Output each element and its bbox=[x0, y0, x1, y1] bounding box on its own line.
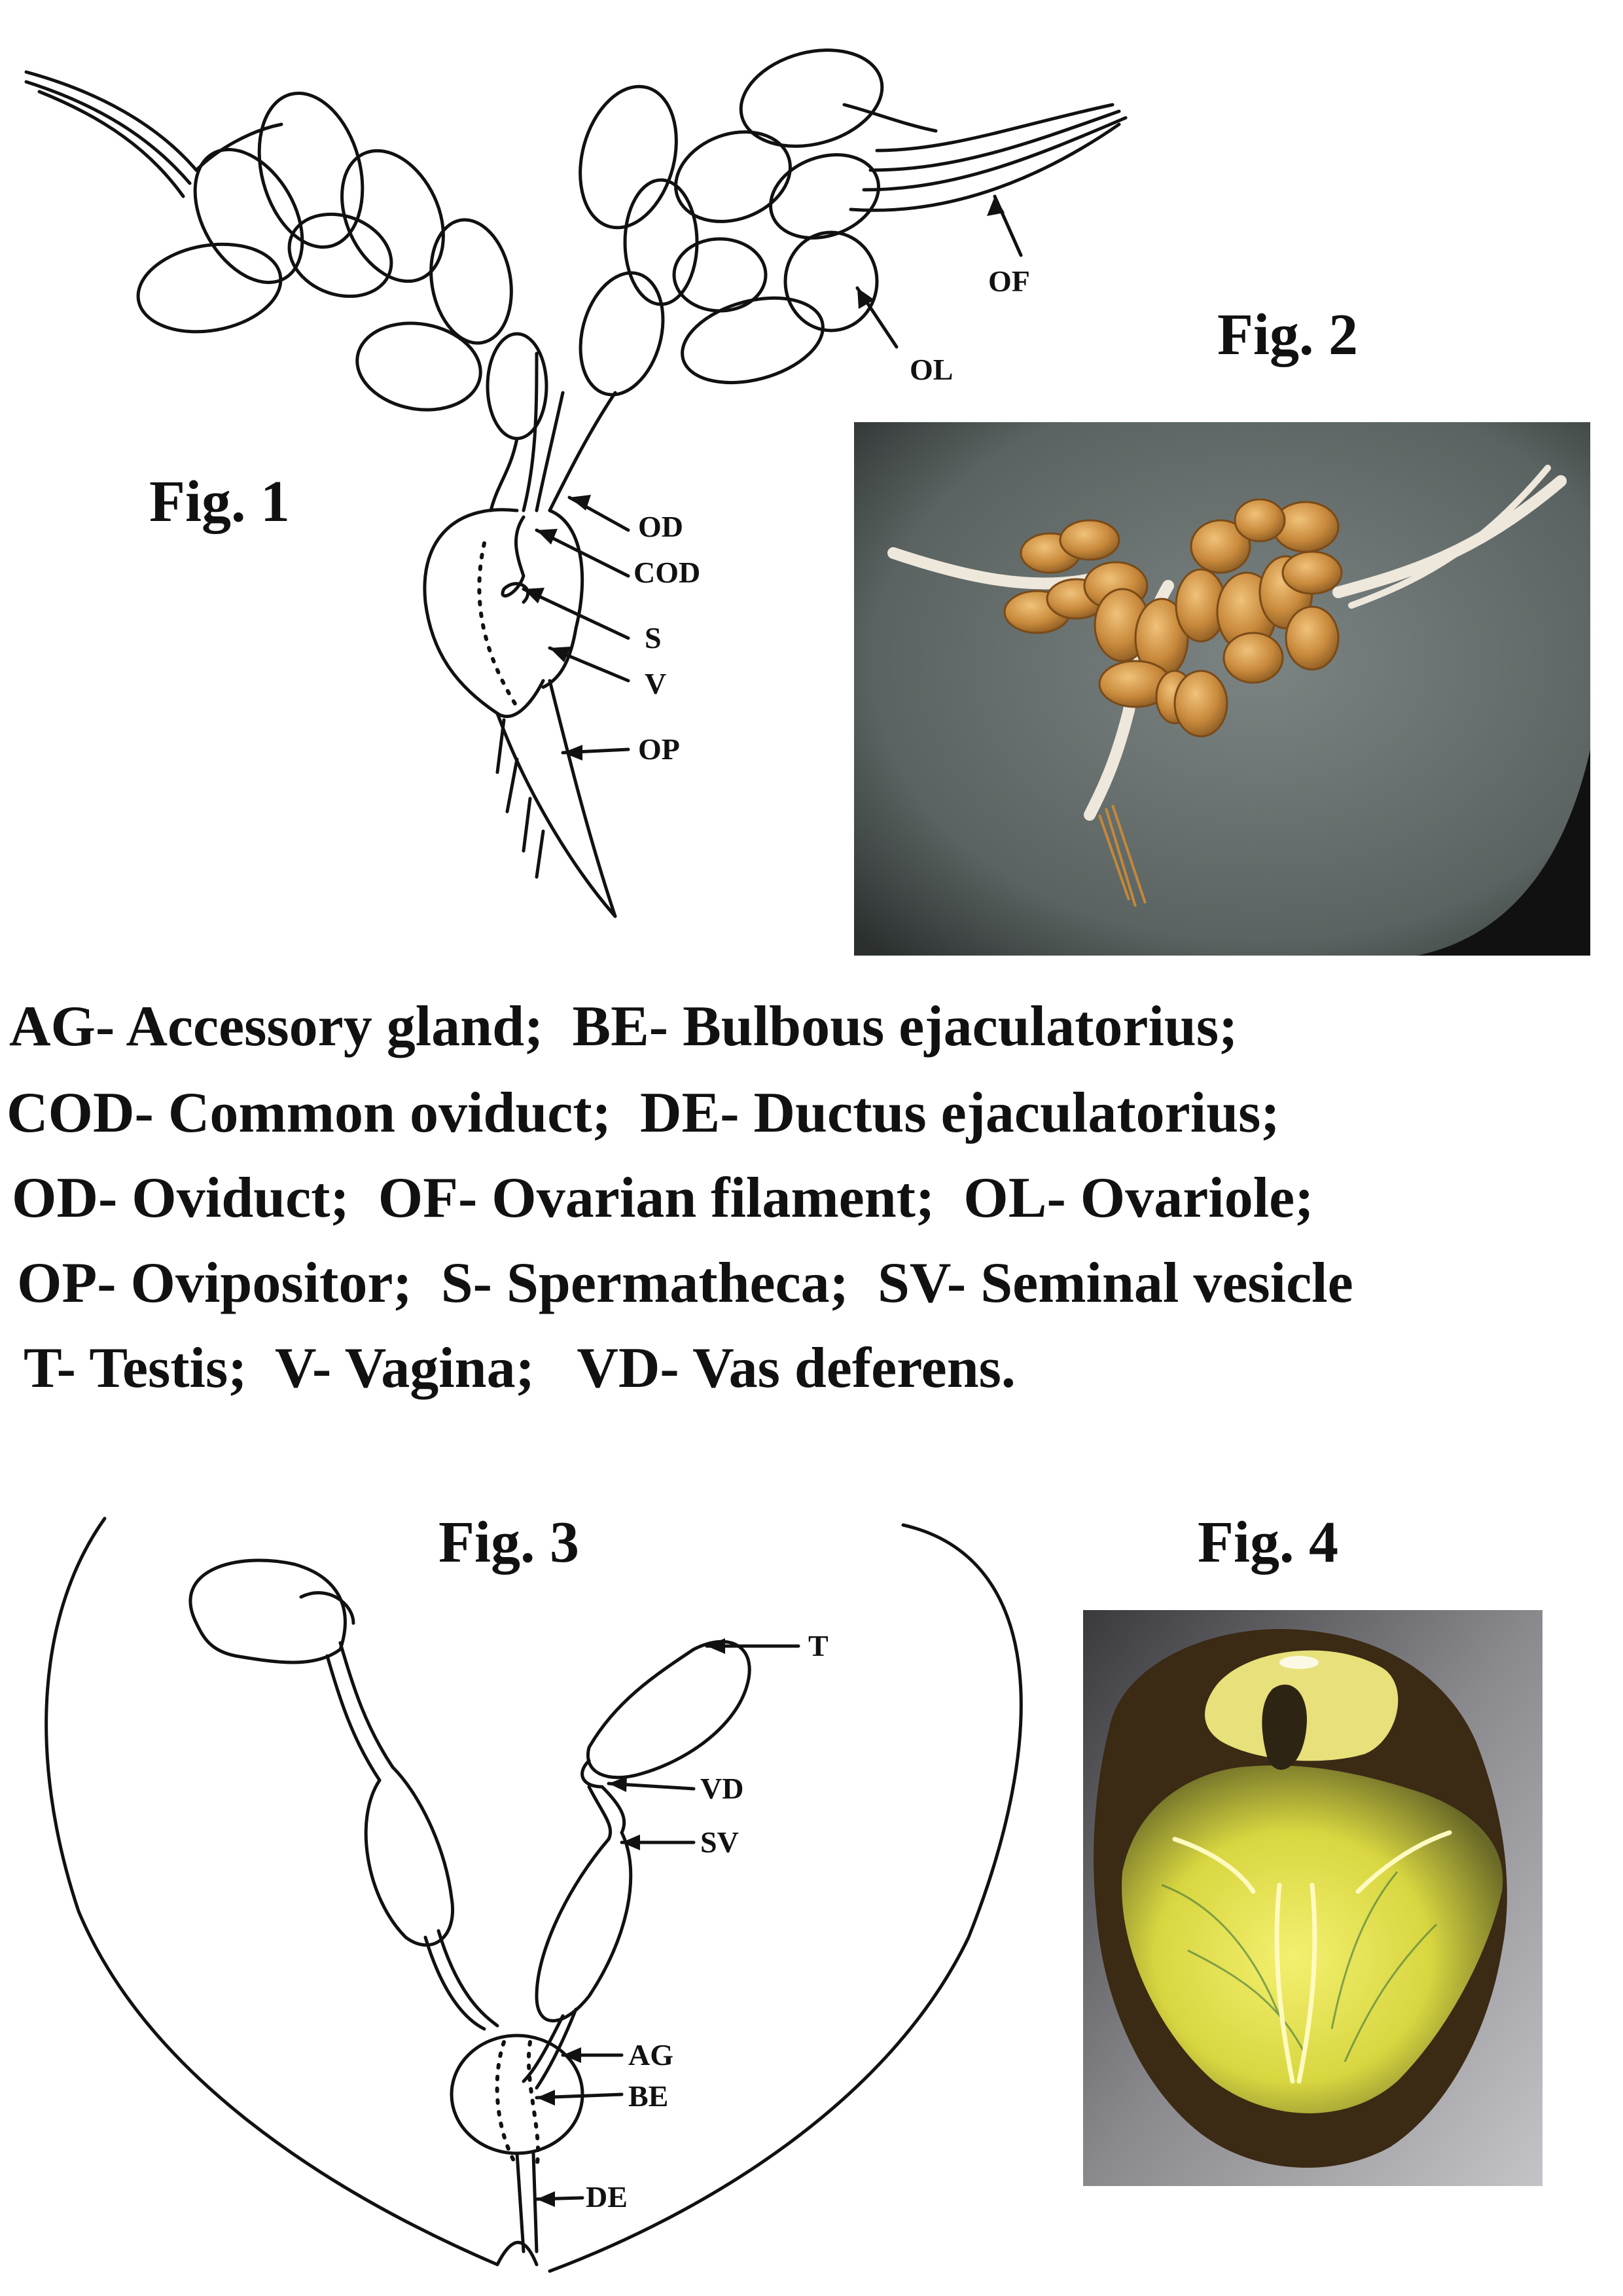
legend-s: S- Spermatheca; bbox=[440, 1251, 849, 1315]
fig4-title: Fig. 4 bbox=[1198, 1510, 1338, 1575]
fig3-label-sv: SV bbox=[700, 1825, 739, 1859]
legend-line-4 bbox=[17, 1250, 1353, 1316]
legend-ol: OL- Ovariole; bbox=[963, 1166, 1314, 1230]
legend-od: OD- Oviduct; bbox=[12, 1166, 349, 1230]
fig3-label-ag: AG bbox=[628, 2038, 673, 2072]
legend-of: OF- Ovarian filament; bbox=[378, 1166, 935, 1230]
legend-ag: AG- Accessory gland; bbox=[9, 995, 544, 1058]
fig1-label-of: OF bbox=[988, 264, 1030, 298]
fig1-title: Fig. 1 bbox=[149, 469, 290, 534]
legend-line-5 bbox=[24, 1335, 1016, 1401]
legend-cod: COD- Common oviduct; bbox=[7, 1081, 611, 1145]
fig1-label-op: OP bbox=[638, 732, 680, 766]
fig1-label-od: OD bbox=[638, 510, 683, 543]
fig3-title: Fig. 3 bbox=[438, 1510, 579, 1575]
fig1-label-cod: COD bbox=[633, 556, 701, 589]
legend-line-2 bbox=[7, 1080, 1280, 1146]
fig3-label-de: DE bbox=[586, 2180, 628, 2214]
fig1-label-v: V bbox=[645, 667, 667, 700]
fig3-label-be: BE bbox=[628, 2079, 669, 2113]
legend-sv: SV- Seminal vesicle bbox=[877, 1251, 1353, 1315]
fig3-label-t: T bbox=[808, 1629, 829, 1662]
legend-be: BE- Bulbous ejaculatorius; bbox=[572, 995, 1238, 1058]
fig1-label-ol: OL bbox=[910, 353, 954, 386]
legend-vd: VD- Vas deferens. bbox=[577, 1336, 1016, 1400]
legend-line-1 bbox=[9, 994, 1238, 1060]
fig3-label-vd: VD bbox=[700, 1772, 744, 1805]
legend-op: OP- Ovipositor; bbox=[17, 1251, 412, 1315]
fig3-drawing bbox=[0, 1479, 1099, 2296]
fig2-photo bbox=[854, 422, 1590, 956]
legend-line-3 bbox=[12, 1165, 1314, 1231]
legend-v: V- Vagina; bbox=[274, 1336, 535, 1400]
legend-de: DE- Ductus ejaculatorius; bbox=[639, 1081, 1280, 1145]
fig4-photo bbox=[1083, 1610, 1543, 2186]
fig1-label-s: S bbox=[645, 621, 662, 655]
fig2-title: Fig. 2 bbox=[1217, 302, 1358, 367]
legend-t: T- Testis; bbox=[24, 1336, 247, 1400]
